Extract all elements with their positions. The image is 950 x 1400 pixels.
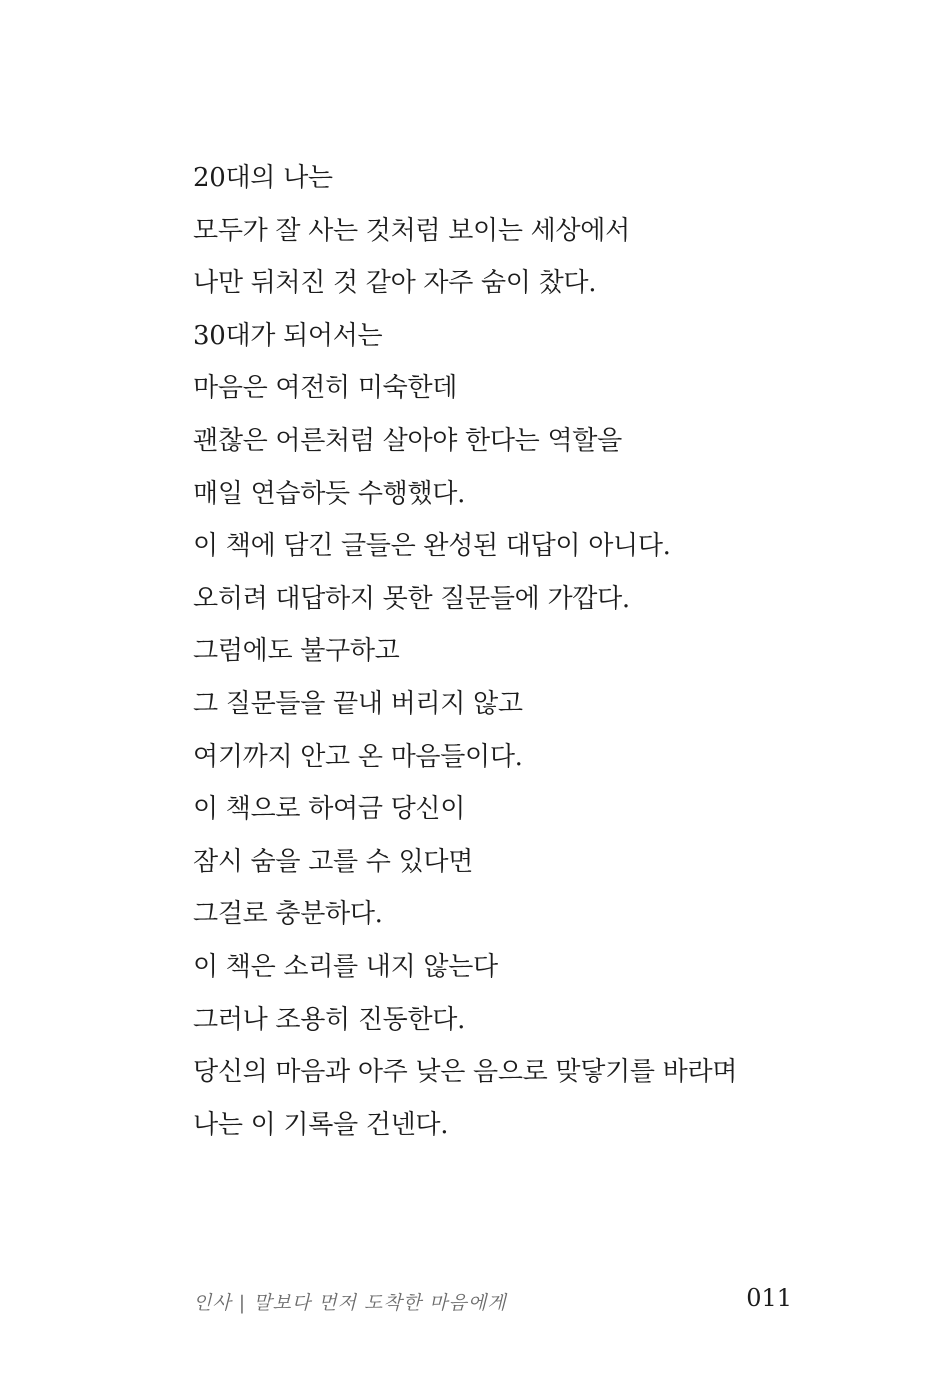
text-line: 나만 뒤처진 것 같아 자주 숨이 찼다.: [193, 268, 597, 299]
text-line: 그걸로 충분하다.: [193, 899, 383, 930]
text-line: 오히려 대답하지 못한 질문들에 가깝다.: [193, 583, 630, 614]
text-line: 이 책에 담긴 글들은 완성된 대답이 아니다.: [193, 531, 671, 562]
text-line: 모두가 잘 사는 것처럼 보이는 세상에서: [193, 215, 630, 246]
page-number: 011: [746, 1284, 792, 1312]
text-line: 30대가 되어서는: [193, 320, 383, 351]
text-line: 그러나 조용히 진동한다.: [193, 1004, 466, 1035]
text-line: 이 책은 소리를 내지 않는다: [193, 951, 498, 982]
text-line: 이 책으로 하여금 당신이: [193, 794, 466, 825]
text-line: 당신의 마음과 아주 낮은 음으로 맞닿기를 바라며: [193, 1057, 738, 1088]
text-line: 잠시 숨을 고를 수 있다면: [193, 846, 474, 877]
text-line: 괜찮은 어른처럼 살아야 한다는 역할을: [193, 425, 622, 456]
text-line: 나는 이 기록을 건넨다.: [193, 1109, 449, 1140]
body-text: [193, 156, 873, 1155]
running-title: 인사 | 말보다 먼저 도착한 마음에게: [193, 1292, 507, 1314]
text-line: 매일 연습하듯 수행했다.: [193, 478, 466, 509]
text-line: 그럼에도 불구하고: [193, 636, 400, 667]
text-line: 여기까지 안고 온 마음들이다.: [193, 741, 523, 772]
text-line: 그 질문들을 끝내 버리지 않고: [193, 688, 523, 719]
text-line: 마음은 여전히 미숙한데: [193, 373, 458, 404]
text-line: 20대의 나는: [193, 163, 333, 193]
